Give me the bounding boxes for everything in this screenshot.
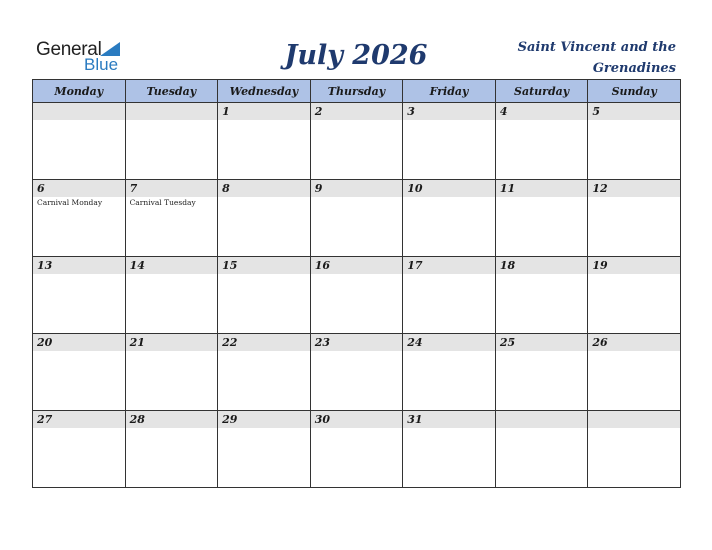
day-number: 6 — [33, 180, 125, 197]
calendar-day-cell — [588, 180, 681, 257]
day-number: 23 — [311, 334, 403, 351]
calendar-day-cell — [218, 334, 311, 411]
calendar-day-cell — [310, 180, 403, 257]
calendar-day-cell — [495, 334, 588, 411]
day-number: 7 — [126, 180, 218, 197]
day-number — [33, 103, 125, 120]
calendar-day-cell — [495, 257, 588, 334]
weekday-header: Thursday — [310, 80, 403, 103]
calendar-day-cell — [125, 103, 218, 180]
day-number: 5 — [588, 103, 680, 120]
calendar-day-cell — [588, 257, 681, 334]
calendar-day-cell — [403, 180, 496, 257]
calendar-week-row — [33, 257, 681, 334]
day-number: 21 — [126, 334, 218, 351]
calendar-day-cell — [125, 180, 218, 257]
logo-text-blue: Blue — [84, 55, 119, 74]
calendar-day-cell — [588, 103, 681, 180]
calendar-week-row — [33, 411, 681, 488]
calendar-day-cell — [218, 411, 311, 488]
day-number: 22 — [218, 334, 310, 351]
day-number: 24 — [403, 334, 495, 351]
day-number: 26 — [588, 334, 680, 351]
weekday-header: Monday — [33, 80, 126, 103]
day-number: 31 — [403, 411, 495, 428]
calendar-day-cell — [125, 411, 218, 488]
day-number: 12 — [588, 180, 680, 197]
day-number: 14 — [126, 257, 218, 274]
calendar-day-cell — [310, 334, 403, 411]
weekday-header: Wednesday — [218, 80, 311, 103]
day-number — [126, 103, 218, 120]
day-number: 3 — [403, 103, 495, 120]
calendar-day-cell — [125, 334, 218, 411]
calendar-day-cell — [403, 411, 496, 488]
day-number: 16 — [311, 257, 403, 274]
weekday-header-row — [33, 80, 681, 103]
calendar-day-cell — [495, 103, 588, 180]
day-number: 28 — [126, 411, 218, 428]
day-number: 18 — [496, 257, 588, 274]
calendar-week-row — [33, 103, 681, 180]
day-number: 17 — [403, 257, 495, 274]
day-number: 2 — [311, 103, 403, 120]
calendar-day-cell — [310, 411, 403, 488]
calendar-day-cell — [310, 103, 403, 180]
calendar-body — [33, 103, 681, 488]
weekday-header: Saturday — [495, 80, 588, 103]
calendar-day-cell — [495, 411, 588, 488]
day-number: 29 — [218, 411, 310, 428]
calendar-day-cell — [403, 103, 496, 180]
calendar-day-cell — [125, 257, 218, 334]
day-number: 15 — [218, 257, 310, 274]
day-number: 11 — [496, 180, 588, 197]
day-number: 27 — [33, 411, 125, 428]
day-number: 13 — [33, 257, 125, 274]
weekday-header: Tuesday — [125, 80, 218, 103]
calendar-day-cell — [218, 257, 311, 334]
calendar-week-row — [33, 180, 681, 257]
weekday-header: Sunday — [588, 80, 681, 103]
calendar-week-row — [33, 334, 681, 411]
calendar-day-cell — [403, 257, 496, 334]
calendar-day-cell — [495, 180, 588, 257]
logo-text-general: General — [36, 39, 102, 60]
calendar-day-cell — [403, 334, 496, 411]
day-number — [496, 411, 588, 428]
day-number: 30 — [311, 411, 403, 428]
calendar-grid — [32, 79, 681, 488]
calendar-day-cell — [33, 411, 126, 488]
day-number: 8 — [218, 180, 310, 197]
day-number — [588, 411, 680, 428]
calendar-day-cell — [33, 103, 126, 180]
holiday-label: Carnival Tuesday — [129, 198, 196, 207]
day-number: 10 — [403, 180, 495, 197]
day-number: 19 — [588, 257, 680, 274]
day-number: 4 — [496, 103, 588, 120]
calendar-day-cell — [218, 180, 311, 257]
calendar-day-cell — [310, 257, 403, 334]
calendar-day-cell — [218, 103, 311, 180]
weekday-header: Friday — [403, 80, 496, 103]
calendar-day-cell — [33, 257, 126, 334]
day-number: 9 — [311, 180, 403, 197]
country-name: Saint Vincent and the Grenadines — [517, 40, 676, 76]
calendar-day-cell — [33, 180, 126, 257]
calendar-day-cell — [588, 334, 681, 411]
month-title: July 2026 — [284, 40, 428, 71]
day-number: 25 — [496, 334, 588, 351]
day-number: 20 — [33, 334, 125, 351]
holiday-label: Carnival Monday — [37, 198, 103, 207]
day-number: 1 — [218, 103, 310, 120]
calendar-day-cell — [33, 334, 126, 411]
calendar-day-cell — [588, 411, 681, 488]
